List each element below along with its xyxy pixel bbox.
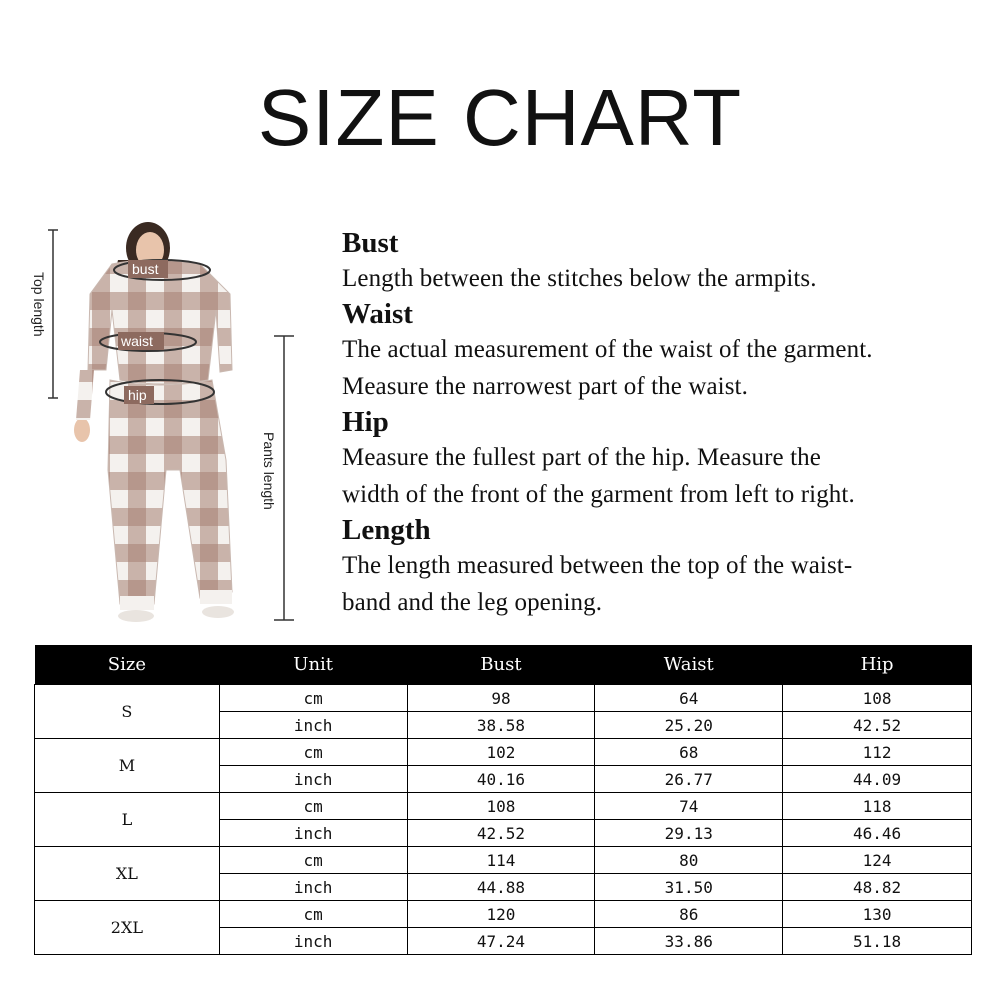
hip-text-line: Measure the fullest part of the hip. Measure the: [342, 444, 821, 471]
pants-length-measure: [261, 336, 294, 620]
waist-cell: 68: [595, 739, 783, 766]
hip-cell: 44.09: [783, 766, 972, 793]
unit-cell: inch: [219, 874, 407, 901]
pajama-illustration: [20, 220, 320, 630]
size-cell: S: [35, 685, 220, 739]
unit-cell: inch: [219, 712, 407, 739]
model-figure: [20, 220, 320, 630]
bust-cell: 120: [407, 901, 595, 928]
waist-cell: 80: [595, 847, 783, 874]
hip-cell: 130: [783, 901, 972, 928]
hip-cell: 51.18: [783, 928, 972, 955]
header-bust: Bust: [407, 645, 595, 685]
hip-cell: 46.46: [783, 820, 972, 847]
bust-cell: 102: [407, 739, 595, 766]
size-cell: 2XL: [35, 901, 220, 955]
unit-cell: inch: [219, 820, 407, 847]
unit-cell: inch: [219, 928, 407, 955]
header-unit: Unit: [219, 645, 407, 685]
bust-cell: 44.88: [407, 874, 595, 901]
bust-text-line: Length between the stitches below the armpits.: [342, 265, 817, 292]
table-header-row: [35, 645, 972, 685]
bust-cell: 98: [407, 685, 595, 712]
page-title: SIZE CHART: [257, 73, 743, 162]
hip-cell: 124: [783, 847, 972, 874]
hip-cell: 48.82: [783, 874, 972, 901]
header-size: Size: [35, 645, 220, 685]
unit-cell: cm: [219, 793, 407, 820]
hip-label: hip: [128, 387, 147, 403]
bust-cell: 38.58: [407, 712, 595, 739]
waist-text-line: The actual measurement of the waist of the garment.: [342, 336, 873, 363]
waist-cell: 26.77: [595, 766, 783, 793]
unit-cell: cm: [219, 901, 407, 928]
waist-cell: 74: [595, 793, 783, 820]
bust-cell: 108: [407, 793, 595, 820]
bust-cell: 40.16: [407, 766, 595, 793]
size-cell: XL: [35, 847, 220, 901]
bust-heading: Bust: [342, 227, 399, 259]
measurement-descriptions: [342, 226, 992, 621]
table-row: [35, 847, 972, 874]
hip-cell: 108: [783, 685, 972, 712]
waist-heading: Waist: [342, 298, 413, 330]
length-text-line: band and the leg opening.: [342, 589, 603, 616]
waist-cell: 64: [595, 685, 783, 712]
top-length-measure: [31, 230, 58, 398]
waist-cell: 86: [595, 901, 783, 928]
hip-heading: Hip: [342, 406, 389, 438]
hip-text-line: width of the front of the garment from left to right.: [342, 481, 855, 508]
hip-cell: 42.52: [783, 712, 972, 739]
table-row: [35, 685, 972, 712]
unit-cell: cm: [219, 685, 407, 712]
waist-label: waist: [121, 333, 153, 349]
waist-cell: 31.50: [595, 874, 783, 901]
header-hip: Hip: [783, 645, 972, 685]
header-waist: Waist: [595, 645, 783, 685]
bust-label: bust: [132, 261, 159, 277]
size-cell: L: [35, 793, 220, 847]
pants-length-label: Pants length: [261, 432, 277, 510]
bust-cell: 114: [407, 847, 595, 874]
waist-cell: 25.20: [595, 712, 783, 739]
size-table: [34, 645, 972, 955]
waist-cell: 33.86: [595, 928, 783, 955]
bust-cell: 47.24: [407, 928, 595, 955]
bust-cell: 42.52: [407, 820, 595, 847]
unit-cell: cm: [219, 739, 407, 766]
table-row: [35, 901, 972, 928]
hip-cell: 112: [783, 739, 972, 766]
waist-cell: 29.13: [595, 820, 783, 847]
hip-cell: 118: [783, 793, 972, 820]
top-length-label: Top length: [31, 272, 47, 337]
length-text-line: The length measured between the top of the waist-: [342, 552, 853, 579]
waist-text-line: Measure the narrowest part of the waist.: [342, 373, 748, 400]
unit-cell: cm: [219, 847, 407, 874]
size-cell: M: [35, 739, 220, 793]
table-row: [35, 739, 972, 766]
length-heading: Length: [342, 514, 431, 546]
unit-cell: inch: [219, 766, 407, 793]
table-row: [35, 793, 972, 820]
